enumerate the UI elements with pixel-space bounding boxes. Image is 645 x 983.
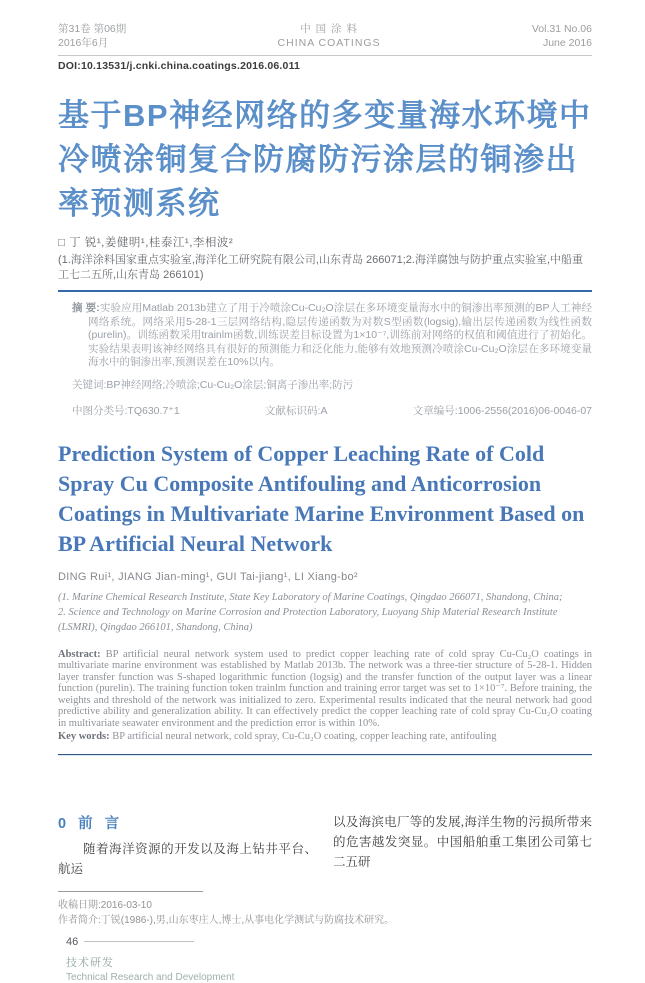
affiliations-cn: (1.海洋涂料国家重点实验室,海洋化工研究院有限公司,山东青岛 266071;2.海洋腐蚀与防护重点实验室,中船重工七二五所,山东青岛 266101) [58,254,583,281]
body-columns [58,812,592,879]
page-footer [66,936,592,983]
clc-label: 中图分类号: [72,404,128,417]
date-cn: 2016年6月 [58,37,109,49]
column-title-en: Technical Research and Development [66,971,235,983]
footnote-block [58,891,592,928]
keywords-cn-label: 关键词: [72,378,107,391]
keywords-en [58,731,592,743]
received-date-line [58,898,592,913]
doi-line: DOI:10.13531/j.cnki.china.coatings.2016.06.011 [58,60,301,72]
article-id-value: 1006-2556(2016)06-0046-07 [457,404,592,417]
abstract-en [58,649,592,730]
body-paragraph-right: 以及海滨电厂等的发展,海洋生物的污损所带来的危害越发突显。中国船舶重工集团公司第七二五研 [333,814,592,869]
abstract-cn-text: 实验应用Matlab 2013b建立了用于冷喷涂Cu-Cu₂O涂层在多环境变量海水中的铜渗出率预测的BP人工神经网络系统。网络采用5-28-1三层网络结构,隐层传递函数为对数S型函数(logsig),输出层传递函数为线性函数(purelin)。训练函数采用trainlm函数,训练误差目标设置为1×10⁻⁷,训练前对网络的权值和阈值进行了初始化。实验结果表明该神经网络具有很好的预测能力和泛化能力,能够有效地预测冷喷涂Cu-Cu₂O涂层在多环境变量海水中的铜渗出率,预测误差在10%以内。 [88,302,592,368]
volume-issue-en: Vol.31 No.06 [531,23,592,35]
affiliation-en-2: 2. Science and Technology on Marine Corrosion and Protection Laboratory, Luoyang Ship Material Research Institute (LSMRI), Qingdao 266101, Shandong, China) [58,606,558,633]
footnote-divider [58,891,203,892]
body-column-right [333,812,592,879]
abstract-cn-label: 摘 要: [72,302,100,314]
divider-dark-rule [58,754,592,756]
page-number-rule [84,941,194,942]
keywords-en-label: Key words: [58,730,110,742]
abstract-en-label: Abstract: [58,648,101,660]
journal-name-en: CHINA COATINGS [277,37,381,49]
authors-cn: □ 丁 锐¹,姜健明¹,桂泰江¹,李相波² [58,237,234,249]
section-heading-introduction: 0 前 言 [58,815,124,832]
classification-row [72,403,592,418]
author-bio-line [58,913,592,928]
volume-issue-cn: 第31卷 第06期 [58,23,127,35]
author-bio-label: 作者简介: [58,914,101,926]
clc-value: TQ630.7⁺1 [127,404,180,417]
keywords-en-text: BP artificial neural network, cold spray, Cu-Cu₂O coating, copper leaching rate, antifouling [112,730,497,742]
abstract-en-text: BP artificial neural network system used to predict copper leaching rate of cold spray Cu-Cu₂O coatings in multivariate marine environment was established by Matlab 2013b. The network was a three-tier structure of 5-28-1. Hidden layer transfer function was S-shaped logarithmic function (logsig) and the transfer function of the output layer was a linear function (purelin). The training function token trainlm function and training error target was set to 1×10⁻⁷. Before training, the weights and threshold of the network was initialized to zero. Experimental results indicated that the neural network had good predictive ability and generalization ability. It can effectively predict the copper leaching rate of cold spray Cu-Cu₂O coating in multivariate seawater environment and the prediction error is within 10%. [58,648,592,730]
document-code-value: A [320,404,328,417]
page-number: 46 [66,935,79,948]
article-id-label: 文章编号: [412,404,458,417]
header-journal-name [278,22,381,50]
page-number-row [66,936,592,948]
keywords-cn [72,377,592,392]
document-code [265,403,327,418]
abstract-cn [72,302,592,370]
journal-header [58,22,592,56]
paper-title-en: Prediction System of Copper Leaching Rate of Cold Spray Cu Composite Antifouling and Anticorrosion Coatings in Multivariate Marine Environment Based on BP Artificial Neural Network [58,440,585,556]
keywords-cn-text: BP神经网络;冷喷涂;Cu-Cu₂O涂层;铜离子渗出率;防污 [106,378,354,391]
affiliations-en [58,590,592,635]
paper-title-cn: 基于BP神经网络的多变量海水环境中冷喷涂铜复合防腐防污涂层的铜渗出率预测系统 [58,98,592,221]
received-date-value: 2016-03-10 [100,899,152,911]
header-issue-cn [58,22,126,50]
body-paragraph-left: 随着海洋资源的开发以及海上钻井平台、航运 [58,841,317,876]
received-date-label: 收稿日期: [58,899,101,911]
document-code-label: 文献标识码: [265,404,321,417]
article-id [413,403,592,418]
divider-blue-rule [58,290,592,292]
authors-en: DING Rui¹, JIANG Jian-ming¹, GUI Tai-jiang¹, LI Xiang-bo² [58,570,358,583]
affiliation-en-1: (1. Marine Chemical Research Institute, State Key Laboratory of Marine Coatings, Qingdao 266071, Shandong, China; [58,591,563,603]
author-bio-text: 丁锐(1986-),男,山东枣庄人,博士,从事电化学测试与防腐技术研究。 [100,914,395,926]
body-column-left [58,812,317,879]
date-en: June 2016 [542,37,592,49]
column-title-cn: 技术研发 [66,956,114,969]
header-issue-en [532,22,592,50]
journal-name-cn: 中 国 涂 料 [300,23,358,35]
clc-number [72,403,180,418]
